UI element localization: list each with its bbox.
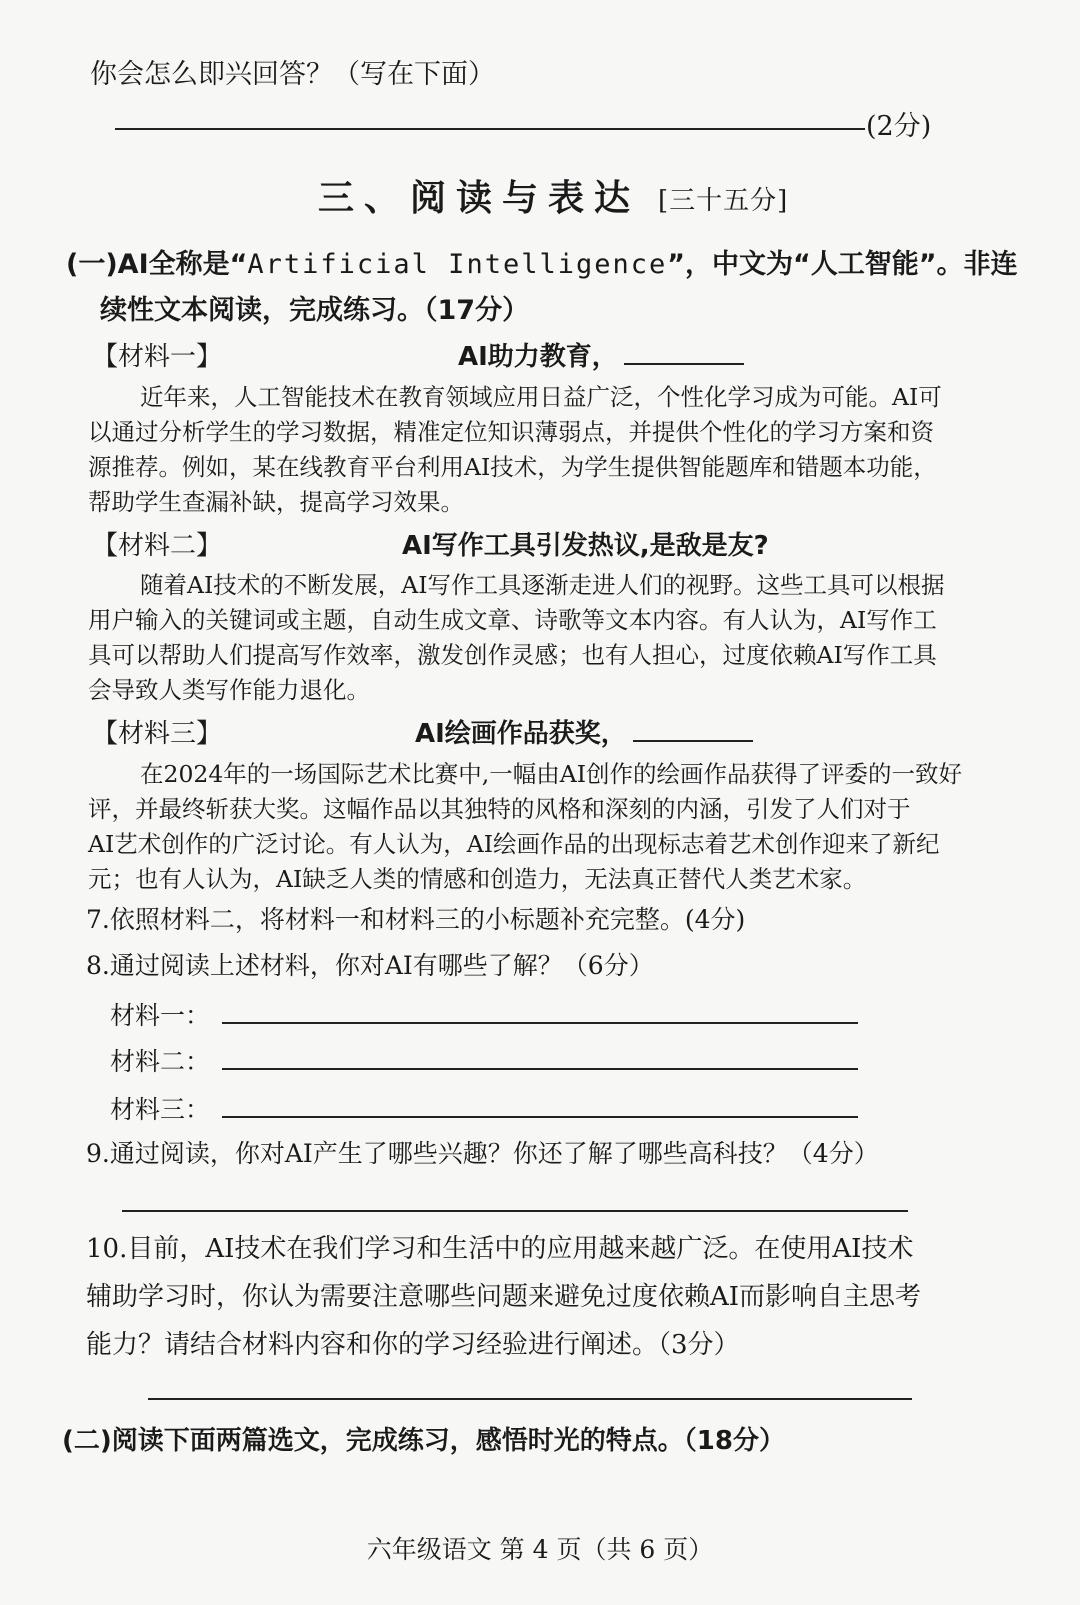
part1-intro-line2: 续性文本阅读，完成练习。（17分） [100, 295, 530, 326]
prompt-text: 你会怎么即兴回答？（写在下面） [90, 59, 495, 90]
question-10-line: 辅助学习时，你认为需要注意哪些问题来避免过度依赖AI而影响自主思考 [86, 1282, 922, 1312]
material-1-line: 以通过分析学生的学习数据，精准定位知识薄弱点，并提供个性化的学习方案和资 [88, 418, 934, 446]
material-1-title-text: AI助力教育， [458, 342, 618, 372]
material-2-line: 用户输入的关键词或主题，自动生成文章、诗歌等文本内容。有人认为，AI写作工 [88, 606, 937, 634]
intro-prefix: (一)AI全称是“ [66, 249, 248, 280]
material-3-line: 元；也有人认为，AI缺乏人类的情感和创造力，无法真正替代人类艺术家。 [88, 865, 867, 893]
material-1-title-blank[interactable] [624, 341, 744, 365]
material-1-label: 【材料一】 [92, 342, 223, 372]
question-8: 8.通过阅读上述材料，你对AI有哪些了解？（6分） [86, 951, 654, 980]
material-3-title-blank[interactable] [633, 718, 753, 742]
intro-english: Artificial Intelligence [247, 249, 668, 280]
q8-answer-line[interactable] [222, 1116, 858, 1118]
q8-answer-line[interactable] [222, 1022, 858, 1024]
material-2-line: 随着AI技术的不断发展，AI写作工具逐渐走进人们的视野。这些工具可以根据 [140, 571, 945, 599]
material-2-line: 会导致人类写作能力退化。 [88, 676, 370, 704]
material-3-title [415, 713, 753, 750]
material-3-line: AI艺术创作的广泛讨论。有人认为，AI绘画作品的出现标志着艺术创作迎来了新纪 [88, 830, 940, 858]
part1-intro [66, 242, 1018, 281]
section-points: [三十五分] [658, 186, 789, 216]
material-1-line: 源推荐。例如，某在线教育平台利用AI技术，为学生提供智能题库和错题本功能， [88, 453, 937, 481]
q8-item-label: 材料一： [110, 1001, 211, 1030]
question-10-line: 能力？请结合材料内容和你的学习经验进行阐述。（3分） [86, 1330, 740, 1360]
points-label: (2分) [866, 111, 932, 142]
material-1-line: 近年来，人工智能技术在教育领域应用日益广泛，个性化学习成为可能。AI可 [140, 383, 942, 411]
intro-suffix: ”，中文为“人工智能”。非连 [667, 249, 1018, 280]
material-3-line: 在2024年的一场国际艺术比赛中,一幅由AI创作的绘画作品获得了评委的一致好 [140, 760, 963, 788]
material-2-label: 【材料二】 [92, 531, 223, 561]
q9-answer-line[interactable] [122, 1210, 908, 1212]
material-2-line: 具可以帮助人们提高写作效率，激发创作灵感；也有人担心，过度依赖AI写作工具 [88, 641, 937, 669]
material-2-title: AI写作工具引发热议,是敌是友? [402, 531, 769, 561]
q8-answer-line[interactable] [222, 1068, 858, 1070]
q8-item-label: 材料三： [110, 1095, 211, 1124]
material-3-title-text: AI绘画作品获奖， [415, 719, 627, 749]
page-footer: 六年级语文 第 4 页（共 6 页） [366, 1535, 714, 1564]
material-3-line: 评，并最终斩获大奖。这幅作品以其独特的风格和深刻的内涵，引发了人们对于 [88, 795, 911, 823]
material-1-title [458, 336, 744, 373]
q8-item-label: 材料二： [110, 1047, 211, 1076]
question-9: 9.通过阅读，你对AI产生了哪些兴趣？你还了解了哪些高科技？（4分） [86, 1139, 879, 1168]
part2-intro: (二)阅读下面两篇选文，完成练习，感悟时光的特点。（18分） [62, 1426, 785, 1456]
question-10-line: 10.目前，AI技术在我们学习和生活中的应用越来越广泛。在使用AI技术 [86, 1234, 914, 1264]
answer-line[interactable] [115, 128, 865, 130]
question-7: 7.依照材料二，将材料一和材料三的小标题补充完整。(4分) [86, 905, 746, 934]
material-1-line: 帮助学生查漏补缺，提高学习效果。 [88, 488, 464, 516]
section-title: 三、阅读与表达 [318, 177, 641, 219]
material-3-label: 【材料三】 [92, 719, 223, 749]
q10-answer-line[interactable] [148, 1398, 912, 1400]
